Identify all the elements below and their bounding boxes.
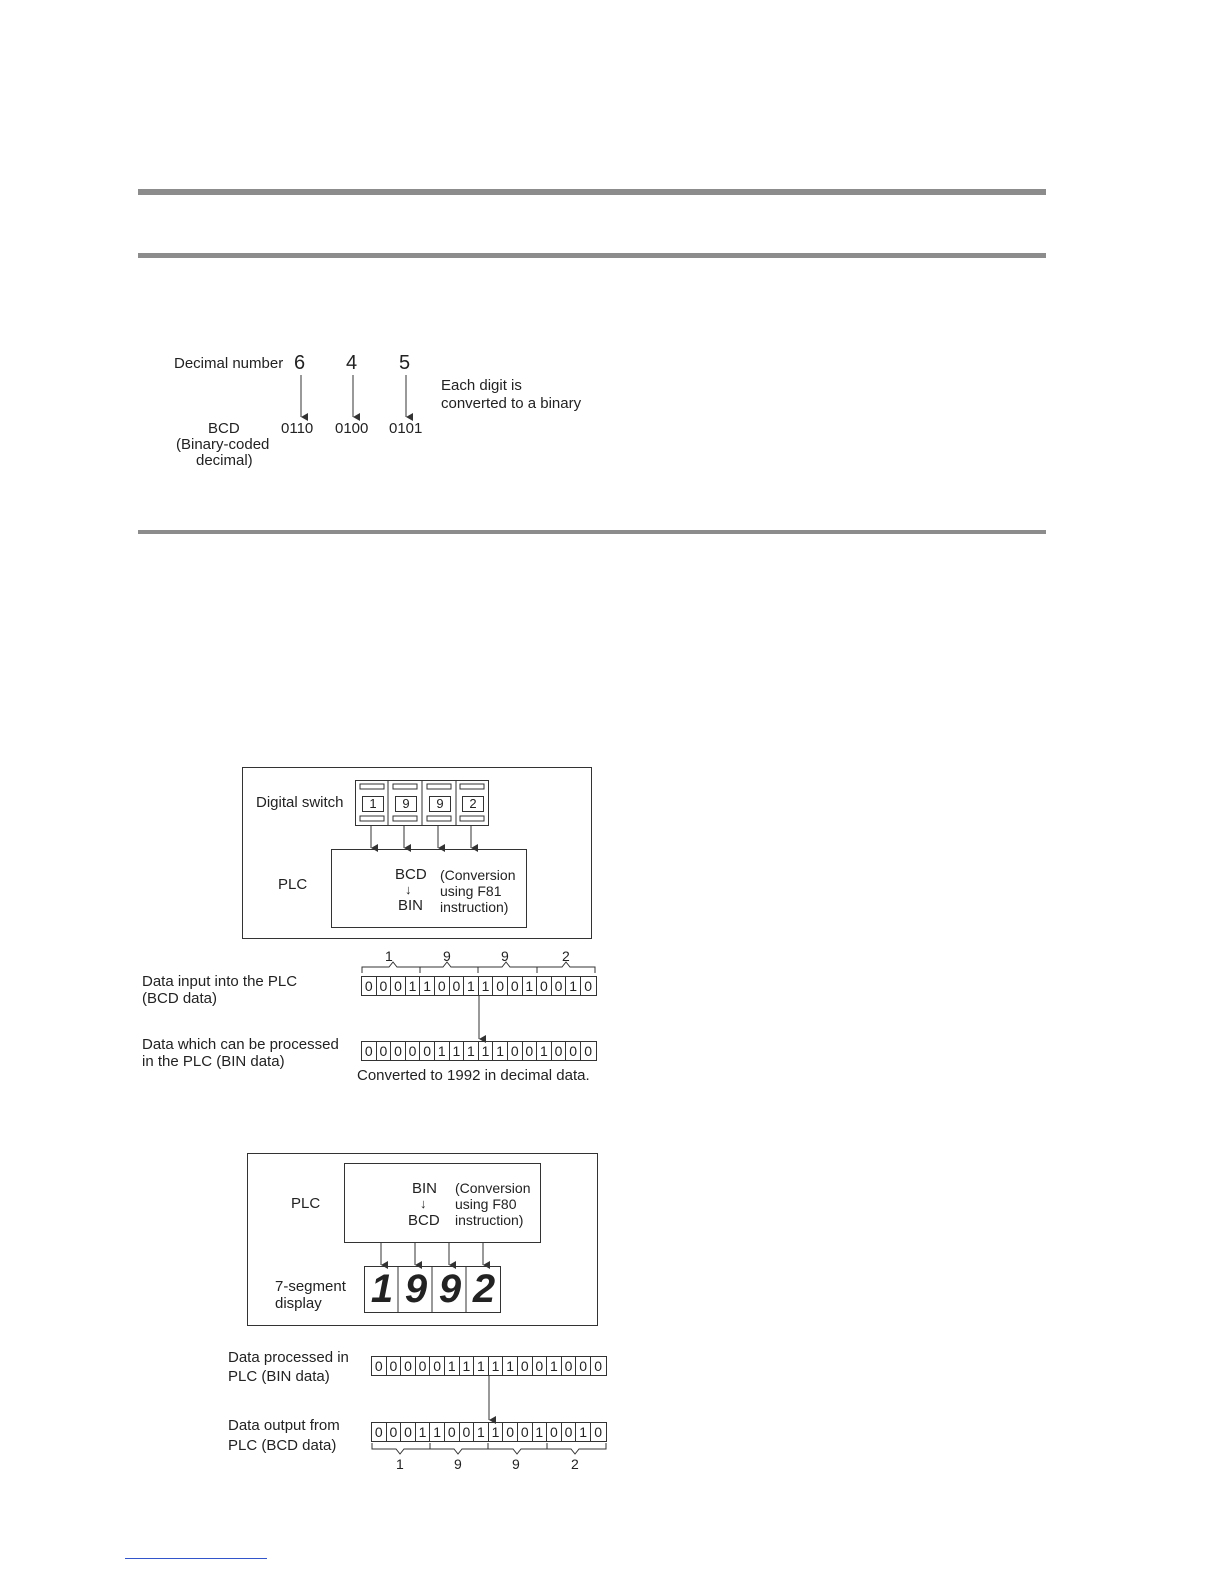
bcd-row-label: Data input into the PLC bbox=[142, 973, 298, 990]
conversion-note: using F81 bbox=[440, 883, 502, 899]
bit-cell: 1 bbox=[464, 1042, 479, 1060]
bin-row-label: Data processed in bbox=[228, 1349, 349, 1366]
bit-cell: 1 bbox=[445, 1357, 460, 1375]
decimal-digit: 5 bbox=[399, 352, 411, 374]
bcd-row-label: (BCD data) bbox=[142, 990, 218, 1007]
bit-cell: 1 bbox=[464, 977, 479, 995]
bit-cell: 0 bbox=[493, 977, 508, 995]
bit-cell: 0 bbox=[533, 1357, 548, 1375]
bit-cell: 0 bbox=[377, 977, 392, 995]
bit-cell: 0 bbox=[387, 1423, 402, 1441]
bit-cell: 1 bbox=[523, 977, 538, 995]
bit-cell: 1 bbox=[479, 977, 494, 995]
bit-cell: 0 bbox=[372, 1423, 387, 1441]
bcd-row-label: PLC (BCD data) bbox=[228, 1437, 337, 1454]
bit-cell: 0 bbox=[562, 1357, 577, 1375]
footer-link-underline[interactable] bbox=[125, 1558, 267, 1559]
bit-cell: 0 bbox=[450, 977, 465, 995]
bit-cell: 1 bbox=[576, 1423, 591, 1441]
conversion-note: (Conversion bbox=[455, 1180, 531, 1196]
bcd-label: BCD bbox=[208, 420, 240, 437]
bit-cell: 0 bbox=[406, 1042, 421, 1060]
bit-cell: 0 bbox=[518, 1423, 533, 1441]
bcd-note: converted to a binary bbox=[441, 395, 582, 412]
conversion-to: BIN bbox=[398, 897, 424, 914]
bit-cell: 0 bbox=[594, 1424, 603, 1440]
seven-segment-digit: 9 bbox=[438, 1267, 462, 1311]
bit-cell: 1 bbox=[533, 1423, 548, 1441]
conversion-result-text: Converted to 1992 in decimal data. bbox=[357, 1067, 590, 1084]
bit-cell: 0 bbox=[377, 1042, 392, 1060]
bit-cell: 1 bbox=[430, 1423, 445, 1441]
conversion-note: (Conversion bbox=[440, 867, 516, 883]
bcd-note: Each digit is bbox=[441, 377, 522, 394]
bit-cell: 0 bbox=[523, 1042, 538, 1060]
bit-cell: 0 bbox=[584, 1043, 593, 1059]
bcd-label: decimal) bbox=[196, 452, 253, 469]
plc-label: PLC bbox=[278, 876, 308, 893]
bit-cell: 1 bbox=[435, 1042, 450, 1060]
decimal-digit: 6 bbox=[294, 352, 306, 374]
bin-row-label: PLC (BIN data) bbox=[228, 1368, 330, 1385]
bit-cell: 0 bbox=[387, 1357, 402, 1375]
bit-cell: 0 bbox=[460, 1423, 475, 1441]
bit-cell: 1 bbox=[474, 1357, 489, 1375]
bit-cell: 0 bbox=[362, 977, 377, 995]
bit-cell: 0 bbox=[416, 1357, 431, 1375]
bit-cell: 1 bbox=[460, 1357, 475, 1375]
bit-cell: 1 bbox=[416, 1423, 431, 1441]
bit-cell: 1 bbox=[547, 1357, 562, 1375]
bin-row-label: Data which can be processed bbox=[142, 1036, 339, 1053]
bit-cell: 0 bbox=[372, 1357, 387, 1375]
bit-cell: 0 bbox=[537, 977, 552, 995]
bit-cell: 1 bbox=[450, 1042, 465, 1060]
bit-cell: 0 bbox=[552, 1042, 567, 1060]
bit-cell: 0 bbox=[445, 1423, 460, 1441]
bit-cell: 0 bbox=[430, 1357, 445, 1375]
bit-cell: 0 bbox=[391, 977, 406, 995]
bit-cell: 0 bbox=[420, 1042, 435, 1060]
group-digit: 1 bbox=[396, 1456, 404, 1472]
bit-cell: 0 bbox=[552, 977, 567, 995]
bit-cell: 0 bbox=[518, 1357, 533, 1375]
decimal-number-label: Decimal number bbox=[174, 355, 284, 372]
group-digit: 9 bbox=[512, 1456, 520, 1472]
bit-cell: 1 bbox=[479, 1042, 494, 1060]
bit-cell: 0 bbox=[594, 1358, 603, 1374]
conversion-arrow: ↓ bbox=[405, 882, 412, 897]
bit-cell: 1 bbox=[489, 1357, 504, 1375]
bit-cell: 0 bbox=[508, 977, 523, 995]
switch-digit: 9 bbox=[429, 796, 451, 812]
bit-cell: 0 bbox=[391, 1042, 406, 1060]
bit-cell: 1 bbox=[493, 1042, 508, 1060]
bcd-label: (Binary-coded bbox=[176, 436, 270, 453]
group-digit: 2 bbox=[571, 1456, 579, 1472]
bit-cell: 0 bbox=[576, 1357, 591, 1375]
bcd-code: 0101 bbox=[389, 420, 423, 437]
bit-cell: 1 bbox=[474, 1423, 489, 1441]
bit-cell: 1 bbox=[406, 977, 421, 995]
bit-cell: 1 bbox=[566, 977, 581, 995]
bit-cell: 1 bbox=[503, 1357, 518, 1375]
switch-digit: 2 bbox=[462, 796, 484, 812]
bcd-code: 0100 bbox=[335, 420, 369, 437]
bit-cell: 0 bbox=[562, 1423, 577, 1441]
group-digit: 9 bbox=[454, 1456, 462, 1472]
conversion-note: instruction) bbox=[440, 899, 509, 915]
bit-cell: 0 bbox=[401, 1423, 416, 1441]
group-digit: 9 bbox=[443, 948, 451, 964]
bit-cell: 0 bbox=[566, 1042, 581, 1060]
conversion-to: BCD bbox=[408, 1212, 440, 1229]
conversion-arrow: ↓ bbox=[420, 1196, 427, 1211]
bit-cell: 1 bbox=[537, 1042, 552, 1060]
bit-cell: 0 bbox=[362, 1042, 377, 1060]
bcd-code: 0110 bbox=[281, 420, 314, 437]
bit-cell: 0 bbox=[401, 1357, 416, 1375]
bit-cell: 1 bbox=[489, 1423, 504, 1441]
bit-cell: 0 bbox=[435, 977, 450, 995]
seven-segment-digit: 2 bbox=[472, 1267, 496, 1311]
switch-digit: 9 bbox=[395, 796, 417, 812]
seven-segment-digit: 1 bbox=[370, 1267, 394, 1311]
bin-row-label: in the PLC (BIN data) bbox=[142, 1053, 285, 1070]
bcd-row-label: Data output from bbox=[228, 1417, 340, 1434]
decimal-digit: 4 bbox=[346, 352, 358, 374]
group-digit: 2 bbox=[562, 948, 570, 964]
digital-switch-label: Digital switch bbox=[256, 794, 344, 811]
seven-segment-label: 7-segment bbox=[275, 1278, 346, 1295]
conversion-from: BCD bbox=[395, 866, 427, 883]
bit-cell: 0 bbox=[508, 1042, 523, 1060]
seven-segment-label: display bbox=[275, 1295, 322, 1312]
seven-segment-digit: 9 bbox=[404, 1267, 428, 1311]
bit-cell: 0 bbox=[584, 978, 593, 994]
switch-digit: 1 bbox=[362, 796, 384, 812]
group-digit: 9 bbox=[501, 948, 509, 964]
bit-cell: 1 bbox=[420, 977, 435, 995]
conversion-from: BIN bbox=[412, 1180, 438, 1197]
group-digit: 1 bbox=[385, 948, 393, 964]
plc-label: PLC bbox=[291, 1195, 321, 1212]
bit-cell: 0 bbox=[503, 1423, 518, 1441]
conversion-note: instruction) bbox=[455, 1212, 524, 1228]
conversion-note: using F80 bbox=[455, 1196, 517, 1212]
bit-cell: 0 bbox=[547, 1423, 562, 1441]
